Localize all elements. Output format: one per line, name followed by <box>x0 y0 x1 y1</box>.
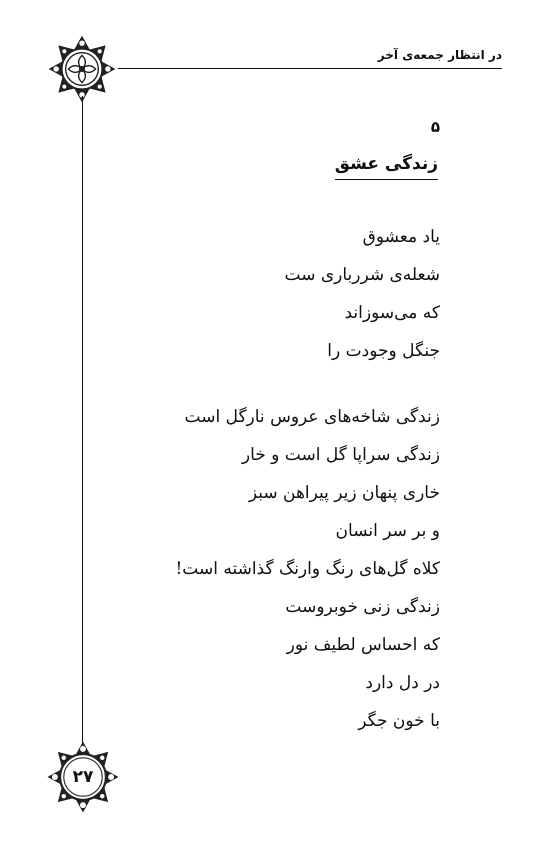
stanza-gap <box>140 370 440 398</box>
header-rule <box>118 68 502 69</box>
page-number: ۲۷ <box>72 767 94 787</box>
verse-line: جنگل وجودت را <box>327 341 440 361</box>
verse-line: زندگی زنی خوبروست <box>285 597 440 617</box>
poem-number: ۵ <box>430 118 440 136</box>
verse-line: یاد معشوق <box>362 227 440 247</box>
margin-vertical-rule <box>82 96 83 744</box>
ornamental-rosette-icon <box>48 35 116 103</box>
verse-line: شعله‌ی شررباری ست <box>284 265 440 285</box>
verse-line: و بر سر انسان <box>335 521 440 541</box>
verse-line: که احساس لطیف نور <box>286 635 440 655</box>
running-header-title: در انتظار جمعه‌ی آخر <box>377 48 502 62</box>
verse-line: که می‌سوزاند <box>344 303 440 323</box>
verse-line: زندگی سراپا گل است و خار <box>241 445 440 465</box>
poem-title: زندگی عشق <box>335 154 438 180</box>
poem-body <box>140 218 440 740</box>
verse-line: زندگی شاخه‌های عروس نارگل است <box>184 407 440 427</box>
verse-line: با خون جگر <box>358 711 440 731</box>
verse-line: کلاه گل‌های رنگ وارنگ گذاشته است! <box>175 559 440 579</box>
verse-line: خاری پنهان زیر پیراهن سبز <box>248 483 440 503</box>
verse-line: در دل دارد <box>365 673 440 693</box>
